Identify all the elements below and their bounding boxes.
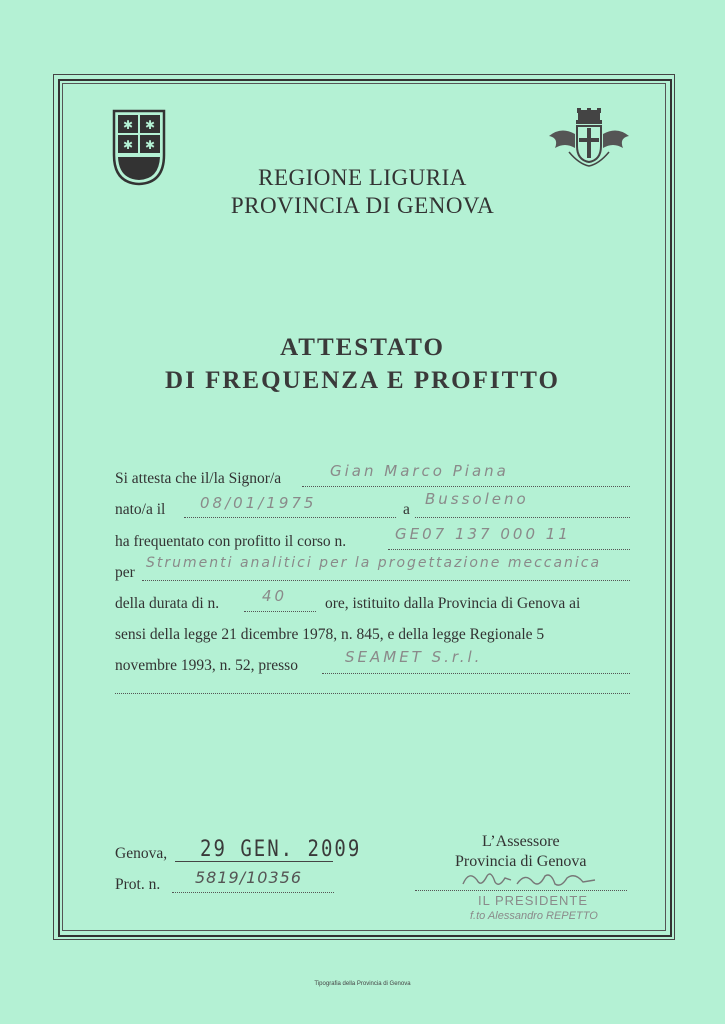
institution-value: SEAMET S.r.l. <box>345 648 483 666</box>
course-number-dotted-line <box>388 549 630 550</box>
printer-footer: Tipografia della Provincia di Genova <box>314 981 411 987</box>
birth-date-label: nato/a il <box>115 501 166 518</box>
president-label: IL PRESIDENTE <box>478 893 589 908</box>
student-name-dotted-line <box>302 486 630 487</box>
header-province: PROVINCIA DI GENOVA <box>230 193 495 218</box>
signature-dotted-line <box>415 890 627 891</box>
course-number-label: ha frequentato con profitto il corso n. <box>115 533 347 550</box>
course-subject-dotted-line <box>142 580 630 581</box>
svg-text:✱: ✱ <box>144 138 156 152</box>
birth-date-value: 08/01/1975 <box>200 494 317 512</box>
assessor-province: Provincia di Genova <box>455 853 587 870</box>
institution-dotted-line <box>322 673 630 674</box>
svg-text:✱: ✱ <box>122 118 134 132</box>
extra-dotted-line <box>115 693 630 694</box>
issue-place-label: Genova, <box>115 845 168 862</box>
duration-dotted-line <box>244 611 316 612</box>
student-name-label: Si attesta che il/la Signor/a <box>115 470 282 487</box>
duration-suffix: ore, istituito dalla Provincia di Genova ai <box>325 595 581 612</box>
birth-place-dotted-line <box>415 517 630 518</box>
duration-label: della durata di n. <box>115 595 220 612</box>
student-name-value: Gian Marco Piana <box>330 462 509 480</box>
course-subject-value: Strumenti analitici per la progettazione meccanica <box>146 555 602 571</box>
course-number-value: GE07 137 000 11 <box>395 525 571 543</box>
course-subject-label: per <box>115 564 135 581</box>
header-region: REGIONE LIGURIA <box>258 165 467 190</box>
birth-date-dotted-line <box>184 517 396 518</box>
birth-place-value: Bussoleno <box>425 490 529 508</box>
issue-date-stamp: 29 GEN. 2009 <box>200 836 362 862</box>
svg-text:✱: ✱ <box>144 118 156 132</box>
title-attestato: ATTESTATO <box>280 334 445 361</box>
protocol-label: Prot. n. <box>115 876 161 893</box>
protocol-dotted-line <box>172 892 334 893</box>
birth-place-prefix: a <box>403 501 410 518</box>
genova-province-crest <box>545 108 633 170</box>
protocol-value: 5819/10356 <box>195 868 303 887</box>
institution-label: novembre 1993, n. 52, presso <box>115 657 298 674</box>
title-frequenza-profitto: DI FREQUENZA E PROFITTO <box>165 367 560 394</box>
law-reference-text: sensi della legge 21 dicembre 1978, n. 845, e della legge Regionale 5 <box>115 626 545 643</box>
duration-value: 40 <box>262 587 288 605</box>
svg-text:✱: ✱ <box>122 138 134 152</box>
president-name: f.to Alessandro REPETTO <box>470 910 598 922</box>
assessor-title: L’Assessore <box>482 833 560 850</box>
